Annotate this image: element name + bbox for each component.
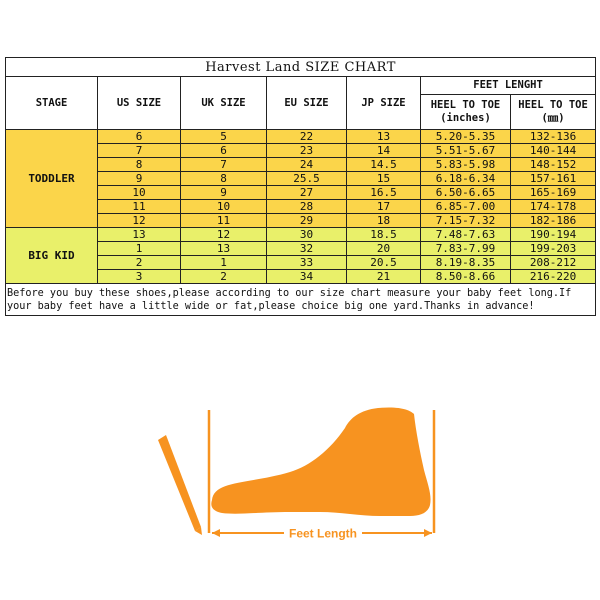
cell-us: 8 [98,158,181,172]
cell-jp: 18 [347,214,421,228]
cell-uk: 11 [181,214,267,228]
header-feet-length: FEET LENGHT [421,77,596,95]
cell-mm: 157-161 [511,172,596,186]
cell-eu: 34 [267,270,347,284]
cell-us: 9 [98,172,181,186]
feet-length-label: Feet Length [289,526,357,541]
cell-inches: 5.83-5.98 [421,158,511,172]
cell-us: 2 [98,256,181,270]
cell-us: 11 [98,200,181,214]
cell-jp: 14 [347,144,421,158]
arrowhead-left-icon [212,529,220,537]
cell-mm: 190-194 [511,228,596,242]
feet-length-diagram [0,385,600,555]
cell-jp: 18.5 [347,228,421,242]
cell-uk: 10 [181,200,267,214]
cell-eu: 28 [267,200,347,214]
foot-icon [211,407,430,516]
arrowhead-right-icon [424,529,432,537]
cell-us: 3 [98,270,181,284]
cell-inches: 7.15-7.32 [421,214,511,228]
cell-uk: 12 [181,228,267,242]
table-row [6,130,596,144]
stage-big-kid: BIG KID [6,228,98,284]
cell-inches: 7.83-7.99 [421,242,511,256]
cell-eu: 30 [267,228,347,242]
cell-eu: 24 [267,158,347,172]
cell-jp: 13 [347,130,421,144]
cell-uk: 6 [181,144,267,158]
cell-uk: 7 [181,158,267,172]
header-mm-line2: (㎜) [541,112,565,124]
pencil-icon [158,435,202,535]
cell-jp: 17 [347,200,421,214]
cell-jp: 14.5 [347,158,421,172]
cell-inches: 5.51-5.67 [421,144,511,158]
header-inches-line1: HEEL TO TOE [430,99,501,111]
cell-uk: 5 [181,130,267,144]
cell-us: 12 [98,214,181,228]
stage-toddler: TODDLER [6,130,98,228]
cell-inches: 6.85-7.00 [421,200,511,214]
header-heel-to-toe-mm [511,95,596,130]
cell-inches: 8.19-8.35 [421,256,511,270]
header-us-size: US SIZE [98,77,181,130]
cell-jp: 15 [347,172,421,186]
cell-eu: 33 [267,256,347,270]
cell-uk: 13 [181,242,267,256]
cell-mm: 148-152 [511,158,596,172]
cell-jp: 20.5 [347,256,421,270]
size-chart-table [5,57,596,316]
cell-us: 6 [98,130,181,144]
table-row [6,228,596,242]
cell-eu: 29 [267,214,347,228]
cell-mm: 182-186 [511,214,596,228]
header-stage: STAGE [6,77,98,130]
cell-mm: 208-212 [511,256,596,270]
cell-jp: 16.5 [347,186,421,200]
cell-us: 7 [98,144,181,158]
cell-uk: 2 [181,270,267,284]
cell-inches: 7.48-7.63 [421,228,511,242]
cell-mm: 216-220 [511,270,596,284]
cell-inches: 5.20-5.35 [421,130,511,144]
header-heel-to-toe-inches [421,95,511,130]
cell-jp: 20 [347,242,421,256]
cell-us: 10 [98,186,181,200]
cell-jp: 21 [347,270,421,284]
header-inches-line2: (inches) [440,112,491,124]
cell-inches: 6.50-6.65 [421,186,511,200]
cell-eu: 22 [267,130,347,144]
cell-mm: 165-169 [511,186,596,200]
cell-eu: 25.5 [267,172,347,186]
cell-mm: 199-203 [511,242,596,256]
cell-eu: 23 [267,144,347,158]
cell-uk: 8 [181,172,267,186]
cell-mm: 174-178 [511,200,596,214]
header-eu-size: EU SIZE [267,77,347,130]
size-advice-note: Before you buy these shoes,please according to our size chart measure your baby feet long.If your baby feet have a little wide or fat,please choice big one yard.Thanks in advance! [6,284,596,316]
header-jp-size: JP SIZE [347,77,421,130]
header-mm-line1: HEEL TO TOE [518,99,588,111]
cell-mm: 140-144 [511,144,596,158]
cell-us: 1 [98,242,181,256]
cell-inches: 8.50-8.66 [421,270,511,284]
cell-us: 13 [98,228,181,242]
header-uk-size: UK SIZE [181,77,267,130]
chart-title: Harvest Land SIZE CHART [6,58,596,77]
cell-eu: 32 [267,242,347,256]
cell-inches: 6.18-6.34 [421,172,511,186]
cell-mm: 132-136 [511,130,596,144]
cell-uk: 1 [181,256,267,270]
cell-eu: 27 [267,186,347,200]
cell-uk: 9 [181,186,267,200]
